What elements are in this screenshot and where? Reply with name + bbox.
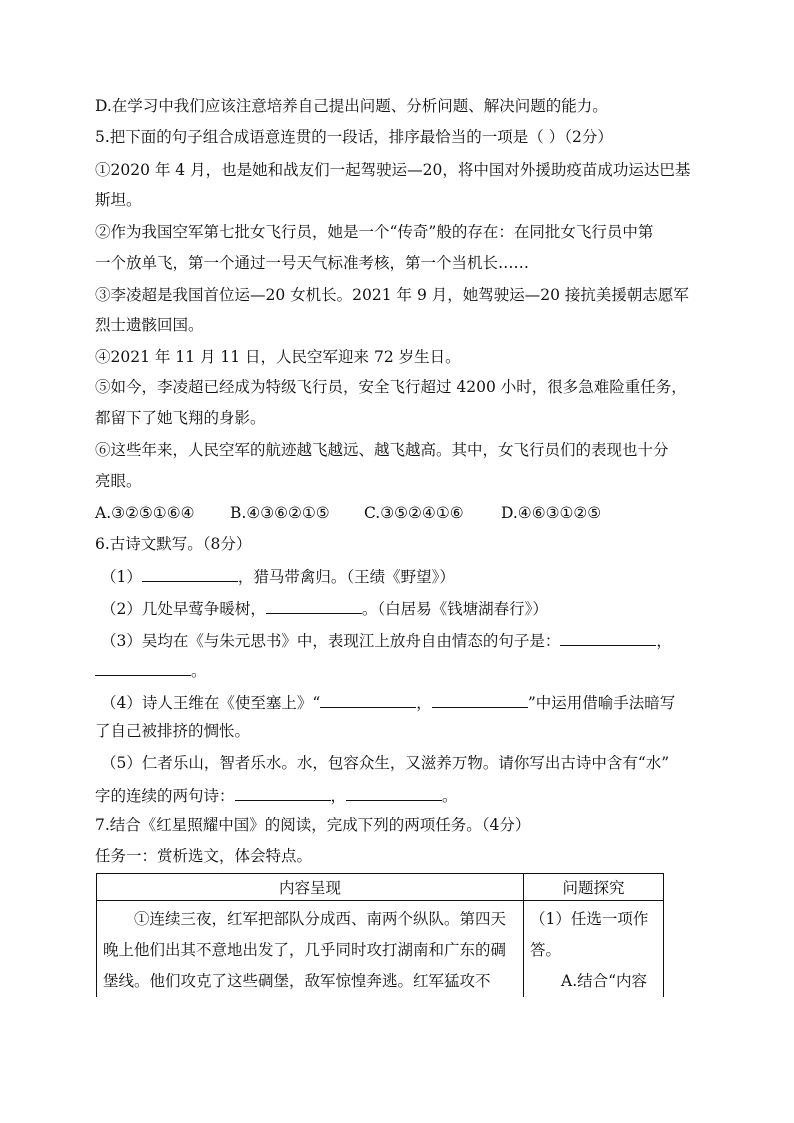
q6-item-5-line-2: 字的连续的两句诗： ， 。 [95, 784, 458, 806]
question-line: 答。 [530, 941, 562, 959]
q7-table [96, 873, 664, 997]
q5-sentence-5-line-1: ⑤如今，李凌超已经成为特级飞行员，安全飞行超过 4200 小时，很多急难险重任务， [95, 378, 687, 396]
q6-stem: 6.古诗文默写。（8分） [95, 535, 252, 553]
q5-options [95, 503, 601, 523]
q5-sentence-1-line-2: 斯坦。 [95, 191, 142, 209]
answer-blank[interactable] [432, 691, 528, 708]
answer-blank[interactable] [235, 784, 331, 801]
q7-task-1: 任务一：赏析选文，体会特点。 [95, 847, 313, 865]
q5-sentence-5-line-2: 都留下了她飞翔的身影。 [95, 409, 266, 427]
q5-option-d: D.④⑥③①②⑤ [501, 504, 602, 522]
answer-blank[interactable] [142, 565, 238, 582]
content-line: 晚上他们出其不意地出发了，几乎同时攻打湖南和广东的碉 [103, 941, 507, 959]
answer-blank[interactable] [560, 629, 656, 646]
q5-sentence-3-line-2: 烈士遗骸回国。 [95, 316, 204, 334]
header-question: 问题探究 [524, 874, 664, 901]
q6-item-2: （2）几处早莺争暖树， 。（白居易《钱塘湖春行》） [101, 597, 548, 619]
q5-sentence-6-line-2: 亮眼。 [95, 472, 142, 490]
answer-blank[interactable] [95, 659, 191, 676]
q5-sentence-1-line-1: ①2020 年 4 月，也是她和战友们一起驾驶运—20，将中国对外援助疫苗成功运达巴基 [95, 161, 691, 179]
question-line: （1）任选一项作 [530, 910, 649, 928]
content-line: ①连续三夜，红军把部队分成西、南两个纵队。第四天 [134, 910, 507, 928]
q5-stem: 5.把下面的句子组合成语意连贯的一段话，排序最恰当的一项是（ ）（2分） [95, 128, 613, 146]
question-line: A.结合“内容 [561, 972, 648, 990]
q6-item-4-line-2: 了自己被排挤的惆怅。 [95, 722, 251, 740]
q6-item-4: （4）诗人王维在《使至塞上》“ ， ”中运用借喻手法暗写 [101, 691, 675, 713]
table-row [97, 901, 664, 998]
answer-blank[interactable] [346, 784, 442, 801]
q5-sentence-2-line-2: 一个放单飞，第一个通过一号天气标准考核，第一个当机长…… [95, 254, 530, 272]
content-line: 堡线。他们攻克了这些碉堡，敌军惊惶奔逃。红军猛攻不 [103, 972, 491, 990]
table-header-row [97, 874, 664, 901]
q6-item-5-line-1: （5）仁者乐山，智者乐水。水，包容众生，又滋养万物。请你写出古诗中含有“水” [101, 754, 670, 772]
q7-stem: 7.结合《红星照耀中国》的阅读，完成下列的两项任务。（4分） [95, 816, 531, 834]
q5-sentence-6-line-1: ⑥这些年来，人民空军的航迹越飞越远、越飞越高。其中，女飞行员们的表现也十分 [95, 441, 669, 459]
q4-option-d: D.在学习中我们应该注意培养自己提出问题、分析问题、解决问题的能力。 [95, 97, 608, 115]
q5-sentence-4: ④2021 年 11 月 11 日，人民空军迎来 72 岁生日。 [95, 348, 461, 366]
q5-sentence-3-line-1: ③李凌超是我国首位运—20 女机长。2021 年 9 月，她驾驶运—20 接抗美援朝志愿军 [95, 286, 689, 304]
q5-option-b: B.④③⑥②①⑤ [230, 504, 330, 522]
answer-blank[interactable] [266, 597, 362, 614]
q6-item-3: （3）吴均在《与朱元思书》中，表现江上放舟自由情态的句子是： ， [101, 629, 672, 651]
header-content: 内容呈现 [97, 874, 524, 901]
q5-sentence-2-line-1: ②作为我国空军第七批女飞行员，她是一个“传奇”般的存在：在同批女飞行员中第 [95, 223, 654, 241]
content-cell [97, 901, 524, 998]
q5-option-c: C.③⑤②④①⑥ [364, 504, 464, 522]
q5-option-a: A.③②⑤①⑥④ [95, 504, 195, 522]
answer-blank[interactable] [320, 691, 416, 708]
question-cell [524, 901, 664, 998]
q6-item-3-line-2: 。 [95, 659, 207, 681]
q6-item-1: （1） ，猎马带禽归。（王绩《野望》） [101, 565, 455, 587]
